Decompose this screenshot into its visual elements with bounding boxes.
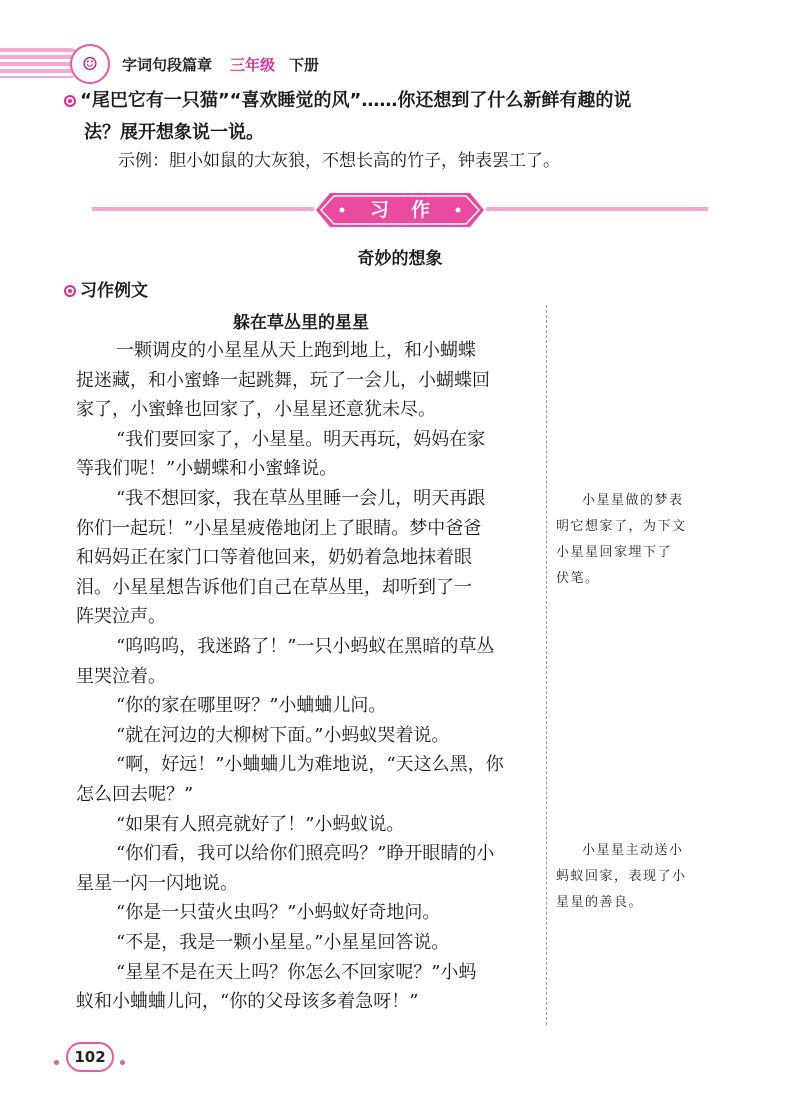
essay-line: 捉迷藏，和小蜜蜂一起跳舞，玩了一会儿，小蝴蝶回 <box>76 369 490 391</box>
subsection-heading: 习作例文 <box>64 276 148 301</box>
essay-line: 你们一起玩！”小星星疲倦地闭上了眼睛。梦中爸爸 <box>76 517 482 539</box>
banner-rule-left <box>92 207 314 211</box>
prompt-line-1: “尾巴它有一只猫”“喜欢睡觉的风”……你还想到了什么新鲜有趣的说 <box>64 86 631 116</box>
prompt-line-2: 法？展开想象说一说。 <box>84 122 264 143</box>
side-note-line: 明它想家了，为下文 <box>556 519 687 534</box>
side-note-dream <box>556 488 687 592</box>
essay-line: “啊，好远！”小蛐蛐儿为难地说，“天这么黑，你 <box>116 754 504 776</box>
essay-line: “星星不是在天上吗？你怎么不回家呢？”小蚂 <box>116 961 477 983</box>
circle-bullet-icon <box>64 95 76 107</box>
example-sentence: 示例：胆小如鼠的大灰狼，不想长高的竹子，钟表罢工了。 <box>118 151 560 171</box>
essay-line: “你的家在哪里呀？”小蛐蛐儿问。 <box>116 695 387 717</box>
essay-line: 怎么回去呢？” <box>76 784 194 805</box>
side-note-line: 蚂蚁回家，表现了小 <box>556 869 687 884</box>
essay-title: 躲在草丛里的星星 <box>233 313 369 333</box>
essay-line: 一颗调皮的小星星从天上跑到地上，和小蝴蝶 <box>116 340 476 361</box>
margin-divider <box>546 305 547 1025</box>
banner-rule-right <box>486 207 708 211</box>
page-number: 102 <box>66 1042 114 1072</box>
essay-line: “我们要回家了，小星星。明天再玩，妈妈在家 <box>116 428 486 450</box>
side-note-line: 小星星主动送小 <box>582 843 684 858</box>
page-dot-left <box>54 1060 59 1065</box>
essay-line: “你是一只萤火虫吗？”小蚂蚁好奇地问。 <box>116 902 441 924</box>
volume-label: 下册 <box>289 56 320 74</box>
grade-label: 三年级 <box>230 56 276 74</box>
section-banner <box>316 193 484 227</box>
essay-line: 等我们呢！”小蝴蝶和小蜜蜂说。 <box>76 458 338 480</box>
essay-line: 泪。小星星想告诉他们自己在草丛里，却听到了一 <box>76 576 472 598</box>
side-note-line: 小星星做的梦表 <box>582 493 684 508</box>
side-note-line: 小星星回家埋下了 <box>556 545 673 560</box>
essay-line: “就在河边的大柳树下面。”小蚂蚁哭着说。 <box>116 724 450 746</box>
book-title: 字词句段篇章 <box>122 56 213 74</box>
essay-line: 家了，小蜜蜂也回家了，小星星还意犹未尽。 <box>76 399 436 421</box>
essay-line: “你们看，我可以给你们照亮吗？”睁开眼睛的小 <box>116 843 495 865</box>
side-note-kindness <box>556 838 687 916</box>
running-header <box>122 54 319 75</box>
essay-line: 和妈妈正在家门口等着他回来，奶奶着急地抹着眼 <box>76 547 472 569</box>
essay-line: 星星一闪一闪地说。 <box>76 872 238 894</box>
essay-line: 蚁和小蛐蛐儿问，“你的父母该多着急呀！” <box>76 991 419 1013</box>
cartoon-face-icon: ☺ <box>70 44 110 84</box>
theme-title: 奇妙的想象 <box>357 249 443 269</box>
essay-line: “如果有人照亮就好了！”小蚂蚁说。 <box>116 813 405 835</box>
essay-line: 里哭泣着。 <box>76 665 166 687</box>
essay-line: “不是，我是一颗小星星。”小星星回答说。 <box>116 932 450 953</box>
side-note-line: 伏笔。 <box>556 571 600 586</box>
essay-line: “我不想回家，我在草丛里睡一会儿，明天再跟 <box>116 488 486 509</box>
side-note-line: 星星的善良。 <box>556 895 644 910</box>
page-dot-right <box>120 1060 125 1065</box>
essay-line: 阵哭泣声。 <box>76 606 166 628</box>
banner-label: 习作 <box>369 199 452 221</box>
circle-bullet-icon <box>64 285 76 297</box>
essay-line: “呜呜呜，我迷路了！”一只小蚂蚁在黑暗的草丛 <box>116 636 495 657</box>
